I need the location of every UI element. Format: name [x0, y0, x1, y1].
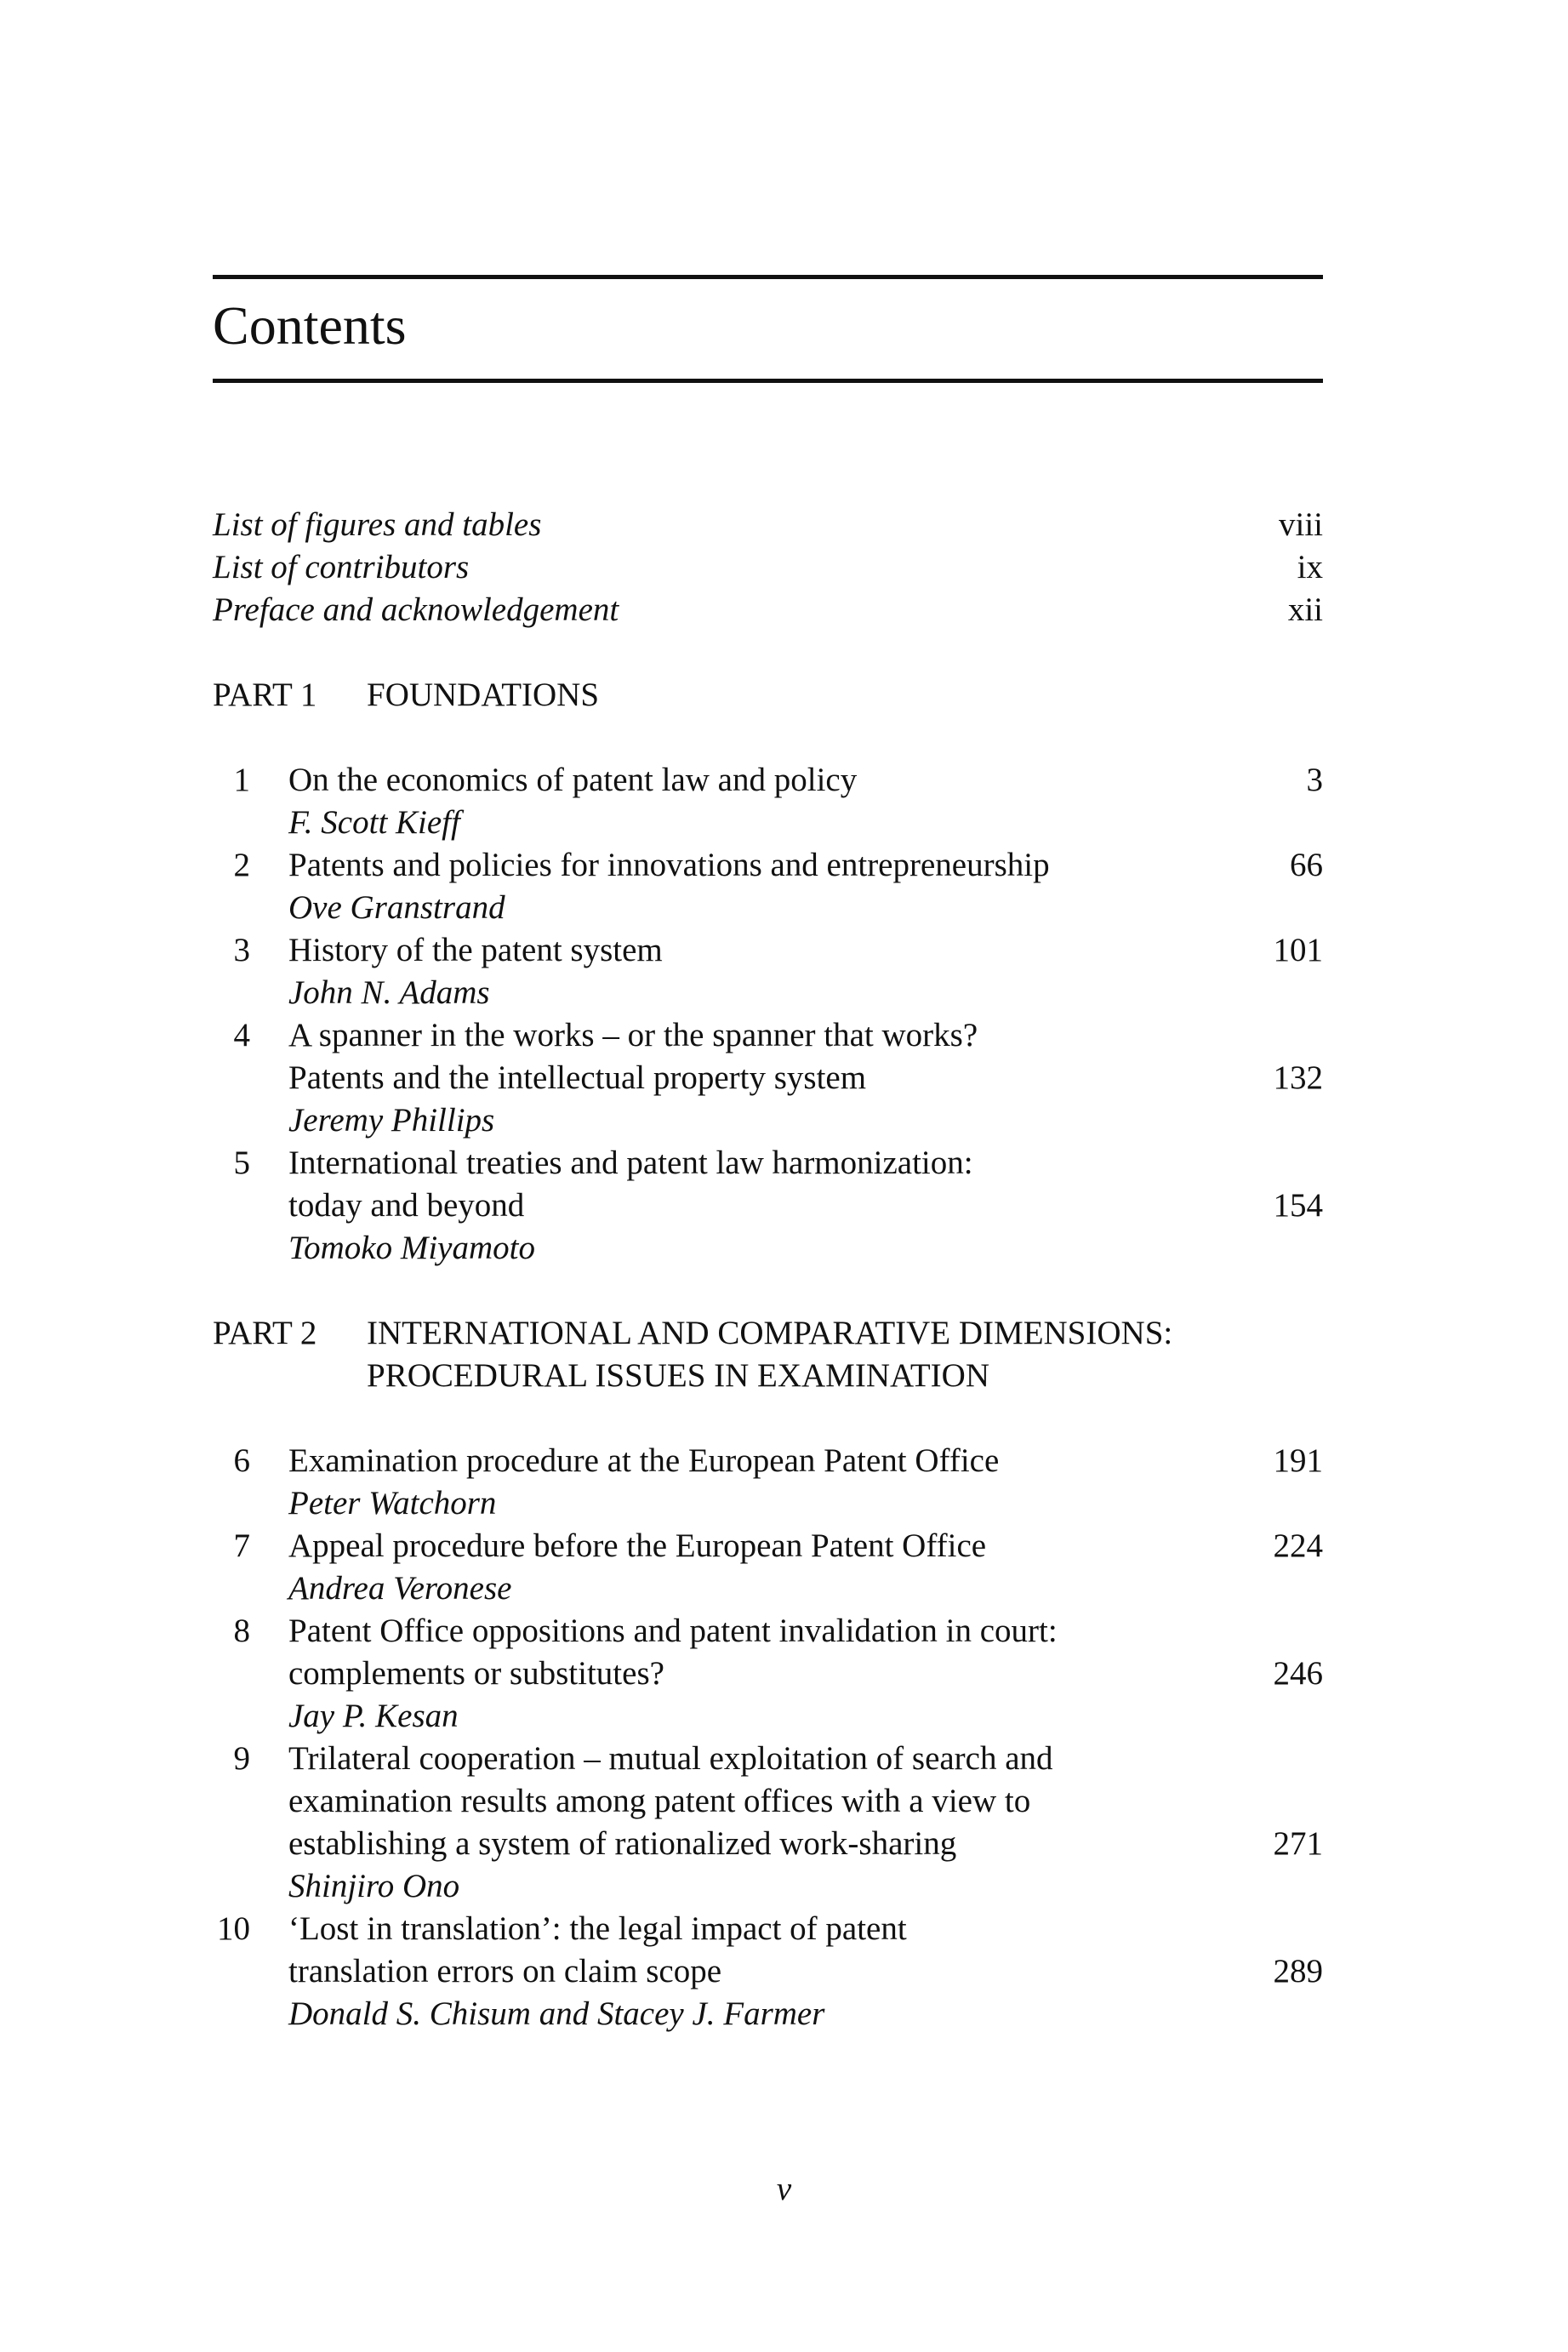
toc-entry-page: viii [1278, 506, 1323, 543]
chapter-title: Appeal procedure before the European Patent Office [288, 1527, 987, 1564]
part-1-heading [213, 674, 1323, 716]
chapter-number: 4 [233, 1017, 250, 1053]
chapter-entry-1[interactable] [213, 759, 1323, 844]
toc-entry-title: List of figures and tables [213, 506, 542, 543]
chapter-author: Andrea Veronese [288, 1570, 512, 1607]
chapter-title-continued: today and beyond [288, 1187, 525, 1224]
chapter-number: 7 [233, 1527, 250, 1564]
top-rule [213, 275, 1323, 279]
chapter-number: 1 [233, 762, 250, 798]
chapter-author: Jay P. Kesan [288, 1698, 459, 1734]
chapter-number: 8 [233, 1613, 250, 1649]
chapter-entry-5[interactable] [213, 1142, 1323, 1270]
toc-entry-contributors[interactable] [213, 546, 1323, 589]
chapter-title: Examination procedure at the European Patent Office [288, 1442, 1000, 1479]
chapter-number: 6 [233, 1442, 250, 1479]
part-label: PART 1 [213, 676, 317, 713]
chapter-entry-2[interactable] [213, 844, 1323, 929]
chapter-number: 2 [233, 847, 250, 883]
part-label: PART 2 [213, 1315, 317, 1351]
chapter-title-continued: Patents and the intellectual property system [288, 1059, 867, 1096]
page-number: v [776, 2171, 792, 2207]
toc-entry-page: xii [1287, 591, 1323, 628]
chapter-entry-10[interactable] [213, 1908, 1323, 2035]
chapter-page: 246 [1273, 1655, 1323, 1692]
chapter-entry-6[interactable] [213, 1440, 1323, 1525]
toc-entry-figures[interactable] [213, 504, 1323, 546]
chapter-title: Patents and policies for innovations and entrepreneurship [288, 847, 1050, 883]
chapter-entry-4[interactable] [213, 1014, 1323, 1142]
chapter-author: Jeremy Phillips [288, 1102, 495, 1139]
chapter-entry-9[interactable] [213, 1738, 1323, 1908]
chapter-author: Donald S. Chisum and Stacey J. Farmer [288, 1995, 825, 2032]
chapter-title: Trilateral cooperation – mutual exploitation of search and [288, 1740, 1053, 1777]
chapter-page: 66 [1290, 847, 1323, 883]
chapter-page: 224 [1273, 1527, 1323, 1564]
part-2-heading [213, 1312, 1323, 1397]
chapter-author: Tomoko Miyamoto [288, 1230, 535, 1266]
chapter-title: Patent Office oppositions and patent invalidation in court: [288, 1613, 1058, 1649]
chapter-page: 132 [1273, 1059, 1323, 1096]
chapter-page: 154 [1273, 1187, 1323, 1224]
chapter-title-continued: examination results among patent offices with a view to [288, 1783, 1031, 1819]
chapter-entry-8[interactable] [213, 1610, 1323, 1738]
chapter-page: 191 [1273, 1442, 1323, 1479]
chapter-number: 3 [233, 932, 250, 968]
chapter-entry-7[interactable] [213, 1525, 1323, 1610]
part-title: FOUNDATIONS [367, 676, 600, 713]
chapter-number: 10 [217, 1910, 250, 1947]
chapter-author: John N. Adams [288, 974, 490, 1011]
toc-entry-page: ix [1297, 549, 1323, 585]
chapter-title-continued: complements or substitutes? [288, 1655, 664, 1692]
chapter-title: A spanner in the works – or the spanner that works? [288, 1017, 978, 1053]
chapter-title-continued: translation errors on claim scope [288, 1953, 721, 1989]
chapter-title: On the economics of patent law and policy [288, 762, 858, 798]
part-title-continued: PROCEDURAL ISSUES IN EXAMINATION [367, 1357, 989, 1394]
chapter-page: 271 [1273, 1825, 1323, 1862]
page-title: Contents [213, 295, 407, 356]
chapter-entry-3[interactable] [213, 929, 1323, 1014]
chapter-title: ‘Lost in translation’: the legal impact of patent [288, 1910, 907, 1947]
table-of-contents [213, 504, 1323, 2035]
bottom-rule [213, 379, 1323, 383]
chapter-author: Peter Watchorn [288, 1485, 497, 1521]
chapter-title: History of the patent system [288, 932, 663, 968]
chapter-page: 101 [1273, 932, 1323, 968]
chapter-page: 3 [1306, 762, 1323, 798]
toc-entry-title: Preface and acknowledgement [213, 591, 619, 628]
chapter-number: 9 [233, 1740, 250, 1777]
chapter-number: 5 [233, 1145, 250, 1181]
part-title: INTERNATIONAL AND COMPARATIVE DIMENSIONS: [367, 1315, 1173, 1351]
chapter-author: Shinjiro Ono [288, 1868, 460, 1904]
chapter-title-continued: establishing a system of rationalized work-sharing [288, 1825, 957, 1862]
toc-entry-title: List of contributors [213, 549, 470, 585]
chapter-author: F. Scott Kieff [288, 804, 460, 841]
chapter-page: 289 [1273, 1953, 1323, 1989]
chapter-author: Ove Granstrand [288, 889, 505, 926]
toc-entry-preface[interactable] [213, 589, 1323, 631]
chapter-title: International treaties and patent law harmonization: [288, 1145, 973, 1181]
